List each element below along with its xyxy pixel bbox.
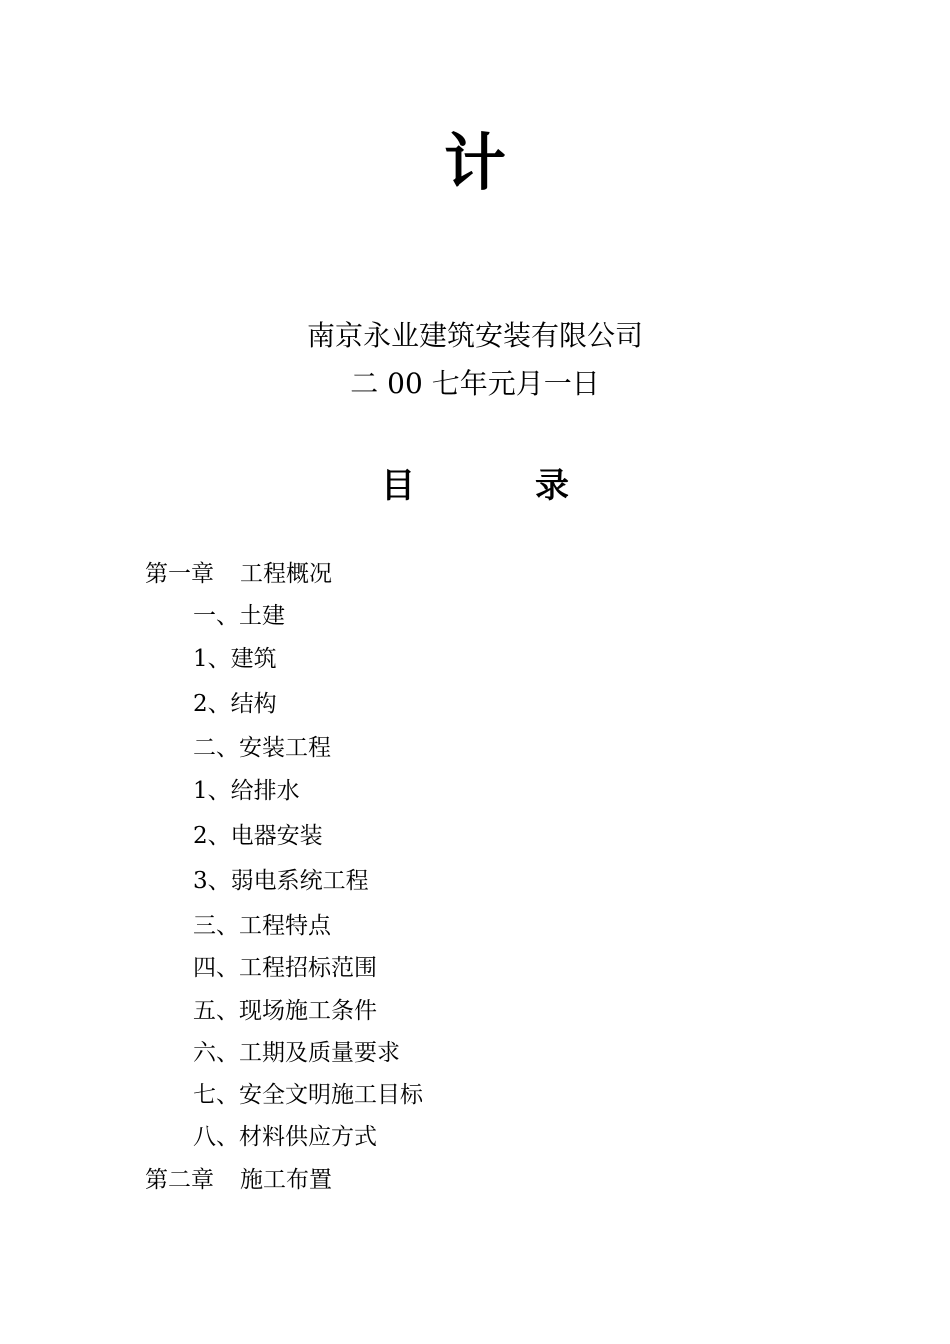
chapter-title: 施工布置 xyxy=(240,1167,332,1193)
toc-item[interactable]: 三、工程特点 xyxy=(193,913,331,939)
toc-item[interactable]: 1、给排水 xyxy=(193,778,300,804)
toc-item[interactable]: 3、弱电系统工程 xyxy=(193,868,369,894)
company-name: 南京永业建筑安装有限公司 xyxy=(306,319,643,352)
toc-item[interactable]: 2、结构 xyxy=(193,691,277,717)
cover-title: 计 xyxy=(443,126,506,199)
chapter-number: 第一章 xyxy=(145,561,214,587)
toc-item[interactable]: 四、工程招标范围 xyxy=(193,955,377,981)
toc-item[interactable]: 1、建筑 xyxy=(193,646,277,672)
toc-item[interactable]: 七、安全文明施工目标 xyxy=(193,1082,423,1108)
toc-heading-right: 录 xyxy=(535,466,569,506)
toc-item[interactable]: 六、工期及质量要求 xyxy=(193,1040,400,1066)
toc-chapter-2[interactable] xyxy=(145,1165,332,1195)
toc-item[interactable]: 2、电器安装 xyxy=(193,823,323,849)
toc-item[interactable]: 二、安装工程 xyxy=(193,735,331,761)
toc-chapter-1[interactable] xyxy=(145,559,332,589)
toc-item[interactable]: 八、材料供应方式 xyxy=(193,1124,377,1150)
toc-item[interactable]: 一、土建 xyxy=(193,603,285,629)
chapter-number: 第二章 xyxy=(145,1167,214,1193)
toc-heading-left: 目 xyxy=(381,466,415,506)
toc-heading xyxy=(0,464,950,508)
toc-item[interactable]: 五、现场施工条件 xyxy=(193,998,377,1024)
document-date: 二 00 七年元月一日 xyxy=(350,367,600,400)
chapter-title: 工程概况 xyxy=(240,561,332,587)
